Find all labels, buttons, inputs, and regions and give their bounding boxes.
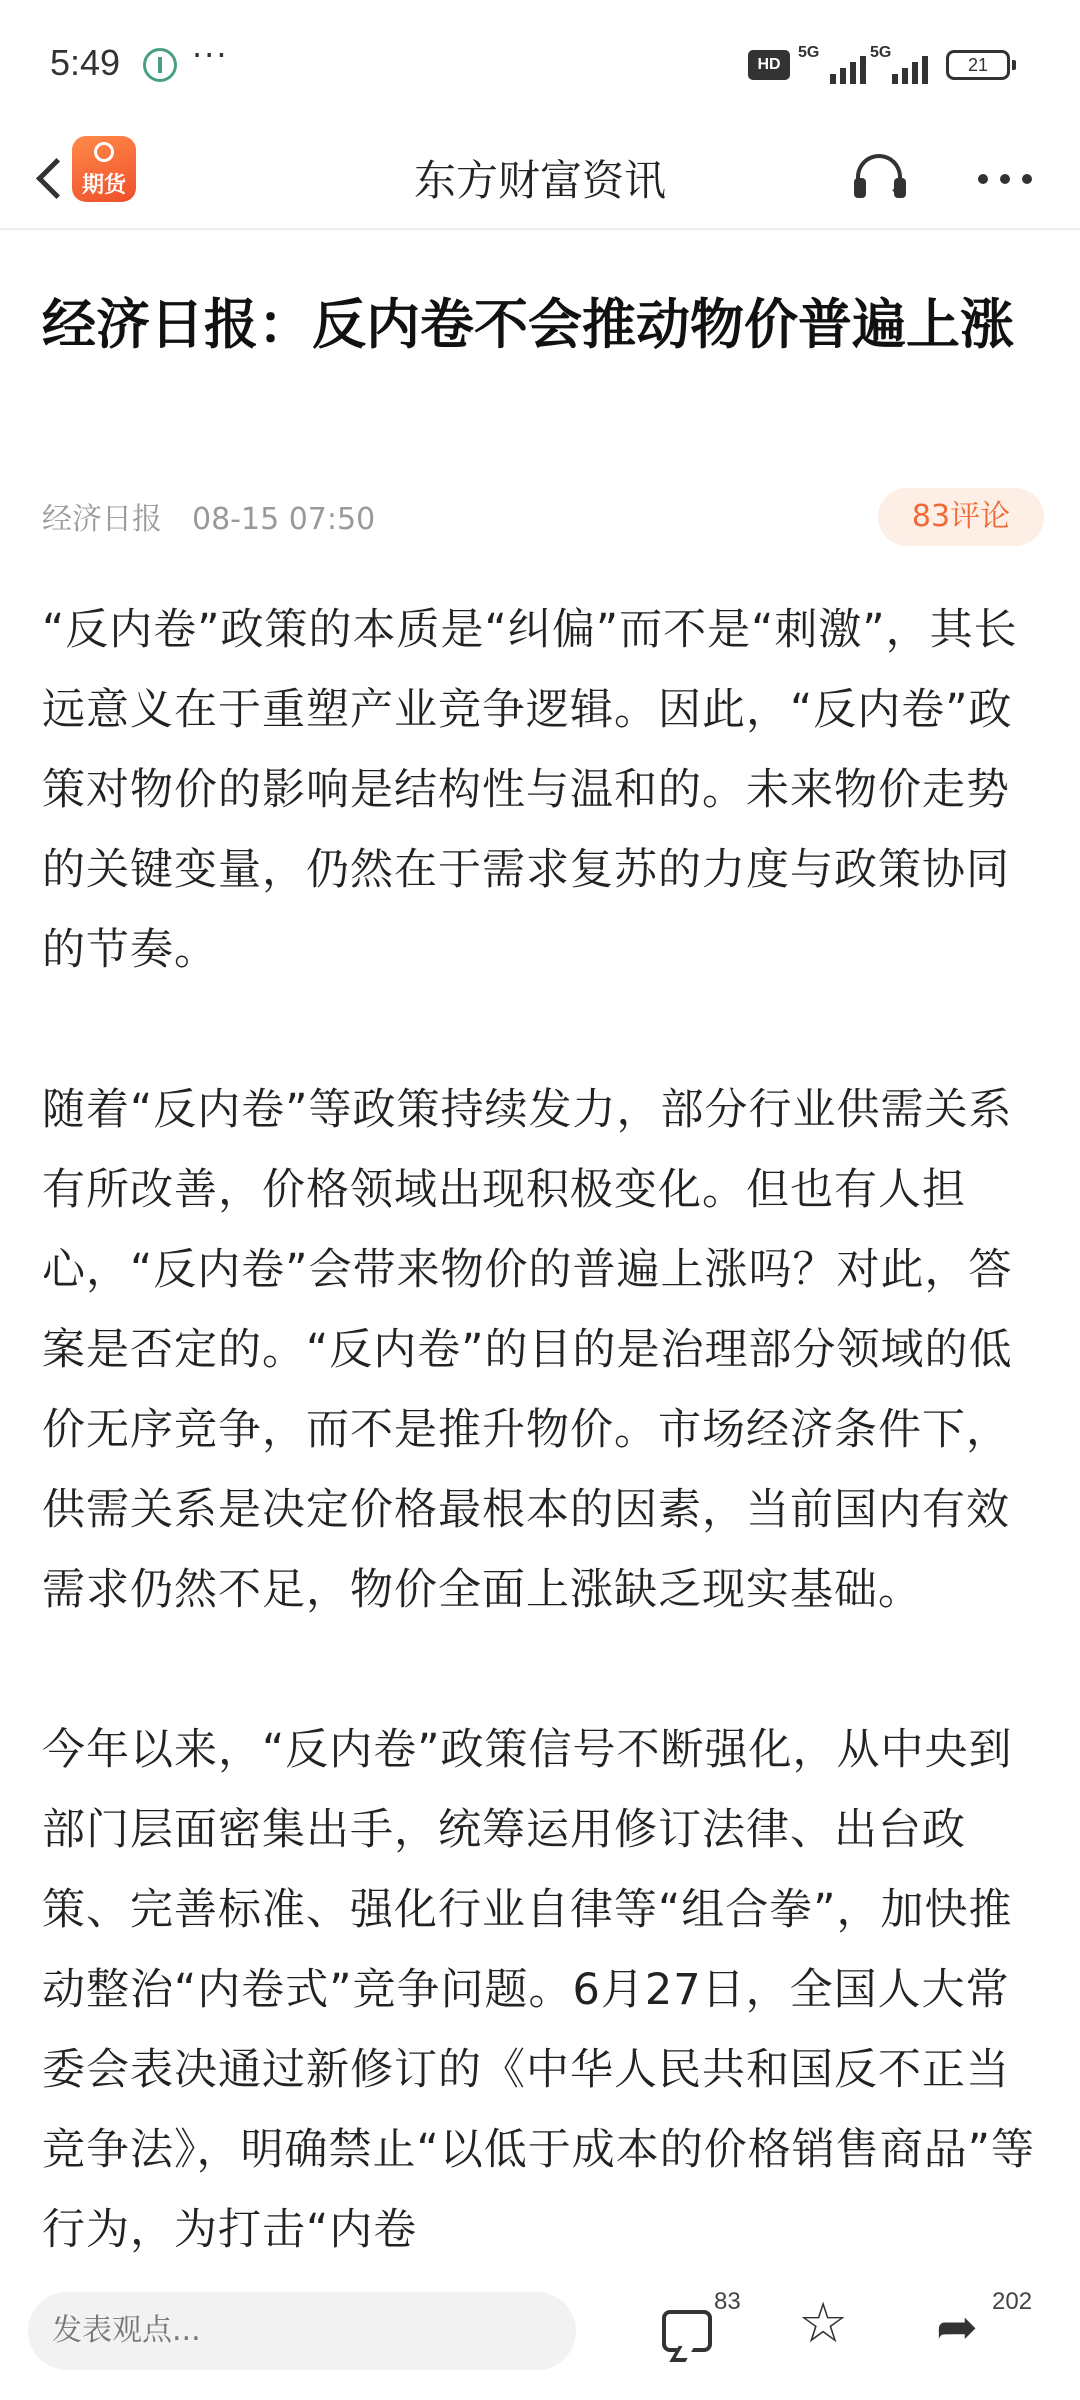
network-type-label: 5G xyxy=(870,44,892,61)
share-count: 202 xyxy=(992,2288,1033,2315)
article-time: 08-15 07:50 xyxy=(192,502,376,537)
more-dots-icon[interactable] xyxy=(976,158,1036,198)
article-title: 经济日报：反内卷不会推动物价普遍上涨 xyxy=(42,293,1014,356)
article-meta xyxy=(42,494,375,538)
logo-text: 期货 xyxy=(81,173,126,198)
bottom-action-bar xyxy=(0,2262,1080,2400)
app-header xyxy=(0,130,1080,230)
status-bar xyxy=(0,0,1080,130)
share-icon: ➦ xyxy=(936,2298,978,2356)
article-paragraph: 今年以来，“反内卷”政策信号不断强化，从中央到部门层面密集出手，统筹运用修订法律、出台政策、完善标准、强化行业自律等“组合拳”，加快推动整治“内卷式”竞争问题。6月27日，全国人大常委会表决通过新修订的《中华人民共和国反不正当竞争法》，明确禁止“以低于成本的价格销售商品”等行为，为打击“内卷 xyxy=(42,1725,1036,2255)
signal-icon-sim2 xyxy=(870,44,940,84)
favorite-button[interactable] xyxy=(798,2288,918,2378)
notification-app-icon xyxy=(143,48,177,82)
headphone-icon[interactable] xyxy=(854,150,910,204)
signal-icon-sim1 xyxy=(798,44,868,84)
share-button[interactable] xyxy=(936,2288,1056,2378)
battery-icon: 21 xyxy=(946,50,1010,80)
article-body xyxy=(42,590,1042,2260)
comment-count: 83 xyxy=(714,2288,741,2315)
star-icon: ☆ xyxy=(798,2291,849,2356)
hd-voice-icon: HD xyxy=(748,50,790,80)
page-title: 东方财富资讯 xyxy=(413,156,666,205)
status-time: 5:49 xyxy=(50,42,121,83)
comment-bubble-icon xyxy=(662,2310,712,2352)
article-source[interactable]: 经济日报 xyxy=(42,502,162,537)
status-more-icon: ··· xyxy=(192,36,229,74)
article-paragraph: “反内卷”政策的本质是“纠偏”而不是“刺激”，其长远意义在于重塑产业竞争逻辑。因此，“反内卷”政策对物价的影响是结构性与温和的。未来物价走势的关键变量，仍然在于需求复苏的力度与政策协同的节奏。 xyxy=(42,605,1018,975)
article-paragraph: 随着“反内卷”等政策持续发力，部分行业供需关系有所改善，价格领域出现积极变化。但也有人担心，“反内卷”会带来物价的普遍上涨吗？对此，答案是否定的。“反内卷”的目的是治理部分领域的低价无序竞争，而不是推升物价。市场经济条件下，供需关系是决定价格最根本的因素，当前国内有效需求仍然不足，物价全面上涨缺乏现实基础。 xyxy=(42,1085,1013,1615)
network-type-label: 5G xyxy=(798,44,820,61)
logo-mark-icon xyxy=(94,142,114,162)
back-arrow-icon[interactable] xyxy=(30,156,74,202)
comment-count-badge[interactable]: 83评论 xyxy=(878,488,1044,546)
comment-input[interactable]: 发表观点... xyxy=(28,2292,576,2370)
futures-app-logo[interactable] xyxy=(72,136,136,202)
comment-button[interactable] xyxy=(662,2288,782,2378)
